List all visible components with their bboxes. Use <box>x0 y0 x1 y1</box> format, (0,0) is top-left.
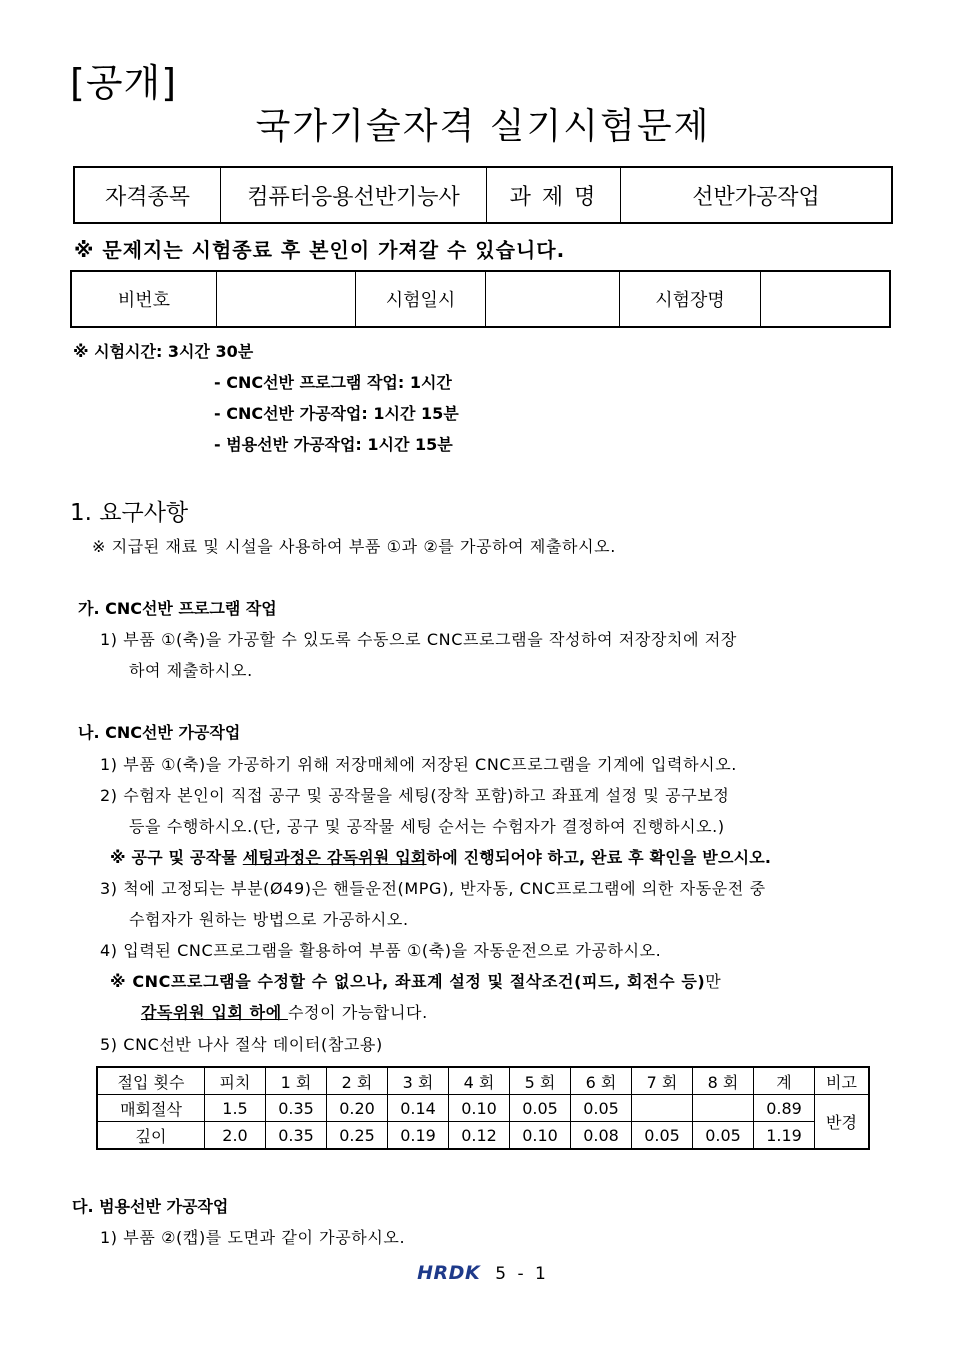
exam-time-item: - CNC선반 프로그램 작업: 1시간 <box>214 373 452 392</box>
requirement-line: 하여 제출하시오. <box>129 661 253 680</box>
exam-time-total: ※ 시험시간: 3시간 30분 <box>73 342 254 361</box>
note-bold-text: 피드, 회전수 등) <box>582 972 706 991</box>
page-number: 5 - 1 <box>495 1264 549 1284</box>
table-cell <box>632 1095 693 1122</box>
table-cell: 1.19 <box>754 1122 815 1150</box>
seat-number-label: 비번호 <box>71 271 217 327</box>
requirement-line: 3) 척에 고정되는 부분(Ø49)은 핸들운전(MPG), 반자동, CNC프로그램에 의한 자동운전 중 <box>100 879 766 898</box>
note-text: 하에 진행되어야 하고, 완료 후 확인을 받으시오. <box>426 848 772 867</box>
requirement-line: 수험자가 원하는 방법으로 가공하시오. <box>129 910 409 929</box>
remark-cell: 반경 <box>815 1095 870 1150</box>
qualification-table <box>73 166 893 224</box>
table-cell: 0.12 <box>449 1122 510 1150</box>
table-cell: 0.14 <box>388 1095 449 1122</box>
requirement-line: 1) 부품 ①(축)을 가공할 수 있도록 수동으로 CNC프로그램을 작성하여 저장장치에 저장 <box>100 630 737 649</box>
table-header-cell: 2 회 <box>327 1067 388 1095</box>
table-cell: 0.05 <box>693 1122 754 1150</box>
row-label: 매회절삭 <box>97 1095 205 1122</box>
exam-time-item: - CNC선반 가공작업: 1시간 15분 <box>214 404 459 423</box>
table-row <box>97 1122 869 1150</box>
row-label: 깊이 <box>97 1122 205 1150</box>
table-cell: 1.5 <box>205 1095 266 1122</box>
table-cell: 0.05 <box>510 1095 571 1122</box>
table-header-cell: 비고 <box>815 1067 870 1095</box>
table-header-cell: 5 회 <box>510 1067 571 1095</box>
task-name-label: 과 제 명 <box>487 167 621 223</box>
table-cell: 0.89 <box>754 1095 815 1122</box>
table-cell: 0.35 <box>266 1122 327 1150</box>
supervision-note <box>110 845 771 868</box>
requirement-line: 1) 부품 ②(캡)를 도면과 같이 가공하시오. <box>100 1228 406 1247</box>
requirement-line: 2) 수험자 본인이 직접 공구 및 공작물을 세팅(장착 포함)하고 좌표계 설정 및 공구보정 <box>100 786 730 805</box>
table-cell: 0.10 <box>510 1122 571 1150</box>
note-text: ※ CNC프로그램을 수정할 수 없으나, 좌표계 설정 및 절삭조건( <box>110 972 583 991</box>
subsection-heading-na: 나. CNC선반 가공작업 <box>78 723 241 742</box>
document-title: 국가기술자격 실기시험문제 <box>255 106 711 147</box>
table-cell: 0.35 <box>266 1095 327 1122</box>
note-underlined-text: 감독위원 입회 하에 <box>141 1003 288 1022</box>
table-header-cell: 8 회 <box>693 1067 754 1095</box>
table-header-cell: 1 회 <box>266 1067 327 1095</box>
table-cell <box>693 1095 754 1122</box>
task-name-value: 선반가공작업 <box>621 167 893 223</box>
table-header-cell: 7 회 <box>632 1067 693 1095</box>
exam-date-label: 시험일시 <box>356 271 486 327</box>
requirement-line: 4) 입력된 CNC프로그램을 활용하여 부품 ①(축)을 자동운전으로 가공하시오. <box>100 941 662 960</box>
requirement-line: 등을 수행하시오.(단, 공구 및 공작물 세팅 순서는 수험자가 결정하여 진행하시오.) <box>129 817 725 836</box>
qualification-label: 자격종목 <box>74 167 221 223</box>
note-underlined-text: 세팅과정은 감독위원 입회 <box>242 848 427 867</box>
table-header-cell: 6 회 <box>571 1067 632 1095</box>
exam-date-field[interactable] <box>486 271 620 327</box>
page-footer <box>0 1262 966 1284</box>
requirement-line: 1) 부품 ①(축)을 가공하기 위해 저장매체에 저장된 CNC프로그램을 기계에 입력하시오. <box>100 755 737 774</box>
table-cell: 0.25 <box>327 1122 388 1150</box>
table-row <box>97 1095 869 1122</box>
exam-site-field[interactable] <box>761 271 891 327</box>
table-header-cell: 계 <box>754 1067 815 1095</box>
table-header-cell: 피치 <box>205 1067 266 1095</box>
note-text: 수정이 가능합니다. <box>287 1003 428 1022</box>
table-cell: 0.08 <box>571 1122 632 1150</box>
qualification-value: 컴퓨터응용선반기능사 <box>221 167 487 223</box>
section-heading: 1. 요구사항 <box>70 500 189 526</box>
exam-site-label: 시험장명 <box>620 271 761 327</box>
modification-note-line2 <box>141 1000 428 1023</box>
hrdk-logo: HRDK <box>417 1262 481 1284</box>
table-cell: 0.05 <box>571 1095 632 1122</box>
seat-number-field[interactable] <box>217 271 356 327</box>
subsection-heading-ga: 가. CNC선반 프로그램 작업 <box>78 599 277 618</box>
table-cell: 0.20 <box>327 1095 388 1122</box>
table-header-cell: 절입 횟수 <box>97 1067 205 1095</box>
table-cell: 0.10 <box>449 1095 510 1122</box>
exam-info-table <box>70 270 891 328</box>
note-text: ※ 공구 및 공작물 <box>110 848 243 867</box>
subsection-heading-da: 다. 범용선반 가공작업 <box>72 1197 229 1216</box>
table-cell: 0.05 <box>632 1122 693 1150</box>
table-cell: 0.19 <box>388 1122 449 1150</box>
thread-cutting-table <box>96 1066 870 1150</box>
table-header-cell: 3 회 <box>388 1067 449 1095</box>
take-home-notice: ※ 문제지는 시험종료 후 본인이 가져갈 수 있습니다. <box>74 238 566 262</box>
requirement-line: 5) CNC선반 나사 절삭 데이터(참고용) <box>100 1035 383 1054</box>
table-cell: 2.0 <box>205 1122 266 1150</box>
note-text: 만 <box>705 972 722 991</box>
table-header-row <box>97 1067 869 1095</box>
section-intro: ※ 지급된 재료 및 시설을 사용하여 부품 ①과 ②를 가공하여 제출하시오. <box>92 537 616 556</box>
document-tag: [공개] <box>70 61 178 105</box>
modification-note <box>110 969 721 992</box>
table-header-cell: 4 회 <box>449 1067 510 1095</box>
exam-time-item: - 범용선반 가공작업: 1시간 15분 <box>214 435 453 454</box>
